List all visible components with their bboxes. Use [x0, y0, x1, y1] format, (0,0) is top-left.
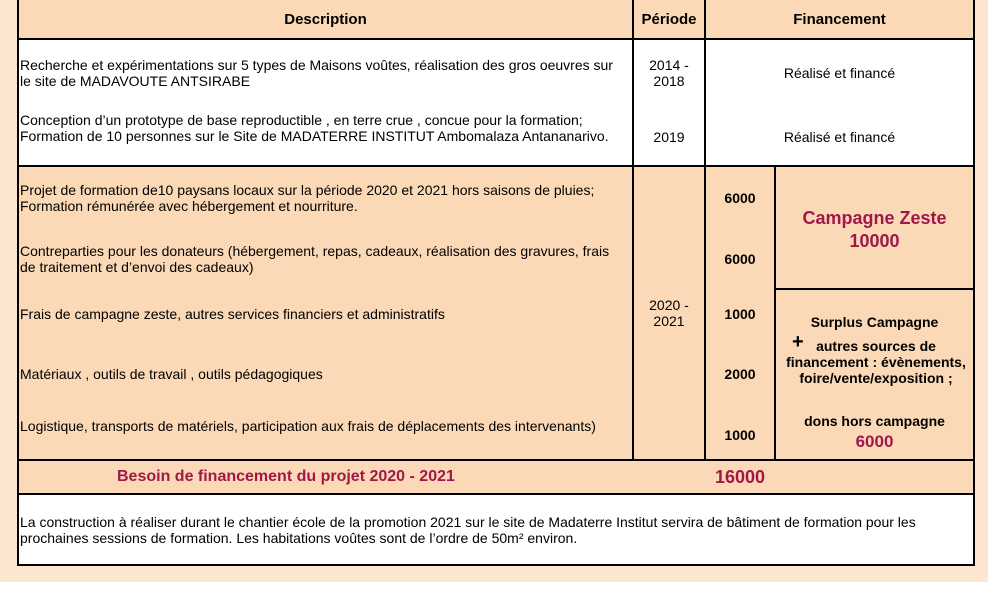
surplus-plus: +: [792, 331, 804, 353]
header-financement-label: Financement: [793, 10, 886, 28]
project-item-1-amount: 6000: [724, 190, 756, 206]
row-2-periode: 2019: [653, 129, 685, 145]
row-2-financement: Réalisé et financé: [783, 129, 896, 145]
note-text: La construction à réaliser durant le chantier école de la promotion 2021 sur le site de Madaterre Institut servira de bâtiment de formation pour les prochaines sessions de formation. Les habitations voûtes sont de l’ordre de 50m² environ.: [20, 514, 916, 546]
row-2-description: Conception d’un prototype de base reproductible , en terre crue , concue pour la formation; Formation de 10 personnes sur le Site de MADATERRE INSTITUT Ambomalaza Antananarivo.: [20, 112, 609, 144]
surplus-line-1: Surplus Campagne: [810, 314, 939, 330]
surplus-line-3: dons hors campagne: [804, 413, 945, 429]
surplus-amount: 6000: [855, 432, 894, 451]
row-1-periode: 2014 - 2018: [649, 57, 689, 89]
surplus-line-2: autres sources de financement : évènements, foire/vente/exposition ;: [786, 338, 966, 386]
project-item-4-amount: 2000: [724, 366, 756, 382]
project-item-3-description: Frais de campagne zeste, autres services financiers et administratifs: [20, 306, 445, 322]
header-periode-label: Période: [641, 10, 697, 28]
row-1-description: Recherche et expérimentations sur 5 types de Maisons voûtes, réalisation des gros oeuvres sur le site de MADAVOUTE ANTSIRABE: [20, 57, 613, 89]
project-item-5-amount: 1000: [724, 427, 756, 443]
campaign-title: Campagne Zeste: [802, 208, 947, 228]
total-label: Besoin de financement du projet 2020 - 2021: [117, 468, 455, 485]
done-financement-cell: [704, 38, 975, 167]
project-periode: 2020 - 2021: [649, 297, 689, 329]
campaign-amount: 10000: [849, 231, 900, 251]
header-description-label: Description: [284, 10, 367, 28]
header-description: [17, 0, 634, 40]
project-item-3-amount: 1000: [724, 306, 756, 322]
header-periode: [632, 0, 706, 40]
project-item-5-description: Logistique, transports de matériels, participation aux frais de déplacements des intervenants): [20, 418, 596, 434]
row-1-financement: Réalisé et financé: [783, 65, 896, 81]
project-item-4-description: Matériaux , outils de travail , outils pédagogiques: [20, 366, 323, 382]
header-financement: [704, 0, 975, 40]
project-item-2-description: Contreparties pour les donateurs (hébergement, repas, cadeaux, réalisation des gravures, frais de traitement et d’envoi des cadeaux): [20, 243, 610, 275]
project-item-1-description: Projet de formation de10 paysans locaux sur la période 2020 et 2021 hors saisons de pluies; Formation rémunérée avec hébergement et nourriture.: [20, 182, 595, 214]
project-item-2-amount: 6000: [724, 251, 756, 267]
total-amount: 16000: [714, 467, 766, 487]
